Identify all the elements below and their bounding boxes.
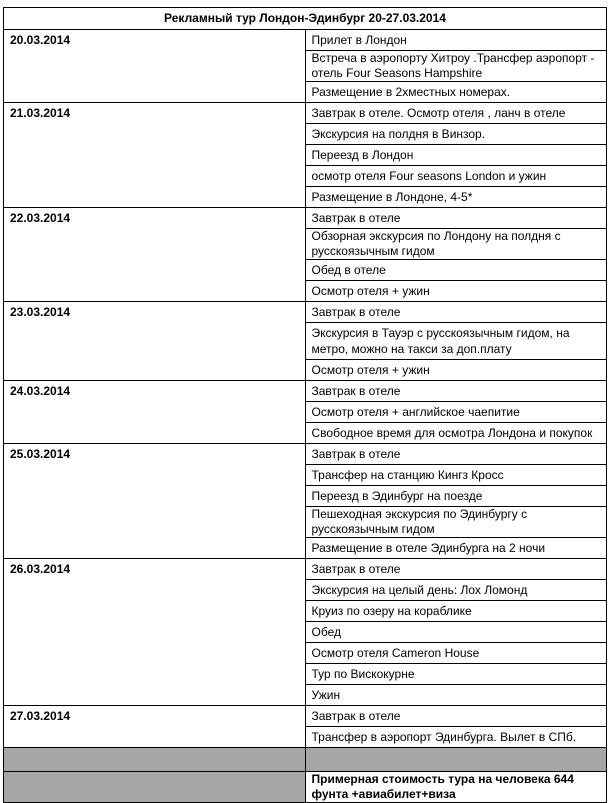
activity-cell: Экскурсия на целый день: Лох Ломонд [305, 580, 607, 601]
separator-row [4, 748, 607, 772]
itinerary-row [4, 103, 607, 124]
separator-cell [4, 748, 306, 772]
activity-cell: осмотр отеля Four seasons London и ужин [305, 166, 607, 187]
activity-cell: Размещение в Лондоне, 4-5* [305, 187, 607, 208]
activity-cell: Свободное время для осмотра Лондона и покупок [305, 423, 607, 444]
activity-cell: Обед [305, 622, 607, 643]
activity-cell: Экскурсия в Тауэр с русскоязычным гидом, на метро, можно на такси за доп.плату [305, 323, 607, 360]
itinerary-row [4, 444, 607, 465]
activity-cell: Ужин [305, 685, 607, 706]
itinerary-row [4, 302, 607, 323]
activity-cell: Размещение в отеле Эдинбурга на 2 ночи [305, 538, 607, 559]
day-date: 25.03.2014 [4, 444, 306, 559]
itinerary-row [4, 30, 607, 51]
itinerary-sheet [3, 7, 607, 803]
activity-cell: Завтрак в отеле. Осмотр отеля , ланч в отеле [305, 103, 607, 124]
activity-cell: Завтрак в отеле [305, 706, 607, 727]
activity-cell: Осмотр отеля Cameron House [305, 643, 607, 664]
day-date: 23.03.2014 [4, 302, 306, 381]
activity-cell: Завтрак в отеле [305, 559, 607, 580]
day-date: 21.03.2014 [4, 103, 306, 208]
activity-cell: Осмотр отеля + ужин [305, 281, 607, 302]
title-row [4, 8, 607, 30]
activity-cell: Круиз по озеру на кораблике [305, 601, 607, 622]
activity-cell: Обзорная экскурсия по Лондону на полдня с русскоязычным гидом [305, 229, 607, 260]
activity-cell: Размещение в 2хместных номерах. [305, 82, 607, 103]
activity-cell: Завтрак в отеле [305, 208, 607, 229]
total-cost: Примерная стоимость тура на человека 644 фунта +авиабилет+виза [305, 772, 607, 803]
day-date: 22.03.2014 [4, 208, 306, 302]
itinerary-row [4, 381, 607, 402]
day-date: 26.03.2014 [4, 559, 306, 706]
activity-cell: Осмотр отеля + английское чаепитие [305, 402, 607, 423]
activity-cell: Завтрак в отеле [305, 444, 607, 465]
activity-cell: Встреча в аэропорту Хитроу .Трансфер аэропорт - отель Four Seasons Hampshire [305, 51, 607, 82]
separator-cell [305, 748, 607, 772]
itinerary-row [4, 559, 607, 580]
activity-cell: Пешеходная экскурсия по Эдинбургу с русскоязычным гидом [305, 507, 607, 538]
day-date: 27.03.2014 [4, 706, 306, 748]
activity-cell: Переезд в Эдинбург на поезде [305, 486, 607, 507]
total-label-cell [4, 772, 306, 803]
activity-cell: Трансфер на станцию Кингз Кросс [305, 465, 607, 486]
itinerary-row [4, 208, 607, 229]
activity-cell: Экскурсия на полдня в Винзор. [305, 124, 607, 145]
table-title: Рекламный тур Лондон-Эдинбург 20-27.03.2014 [4, 8, 607, 30]
itinerary-table [3, 7, 607, 803]
day-date: 20.03.2014 [4, 30, 306, 103]
activity-cell: Переезд в Лондон [305, 145, 607, 166]
activity-cell: Трансфер в аэропорт Эдинбурга. Вылет в СПб. [305, 727, 607, 748]
activity-cell: Завтрак в отеле [305, 381, 607, 402]
total-row [4, 772, 607, 803]
activity-cell: Прилет в Лондон [305, 30, 607, 51]
activity-cell: Обед в отеле [305, 260, 607, 281]
day-date: 24.03.2014 [4, 381, 306, 444]
activity-cell: Тур по Вискокурне [305, 664, 607, 685]
itinerary-row [4, 706, 607, 727]
activity-cell: Завтрак в отеле [305, 302, 607, 323]
activity-cell: Осмотр отеля + ужин [305, 360, 607, 381]
